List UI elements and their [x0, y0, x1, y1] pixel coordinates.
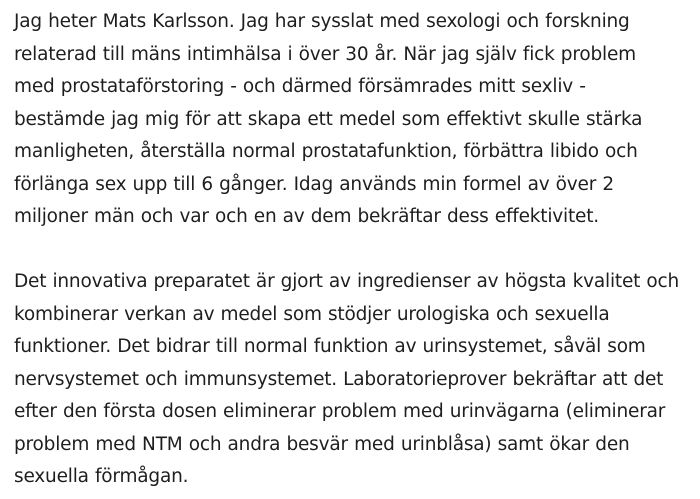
text-line: förlänga sex upp till 6 gånger. Idag används min formel av över 2 — [14, 173, 614, 195]
text-line: nervsystemet och immunsystemet. Laboratorieprover bekräftar att det — [14, 368, 664, 390]
text-line: efter den första dosen eliminerar problem med urinvägarna (eliminerar — [14, 401, 666, 422]
paragraph-intro — [14, 6, 686, 234]
text-line: manligheten, återställa normal prostatafunktion, förbättra libido och — [14, 141, 638, 162]
text-line: relaterad till mäns intimhälsa i över 30 år. När jag själv fick problem — [14, 43, 636, 65]
text-line: sexuella förmågan. — [14, 466, 189, 487]
text-line: bestämde jag mig för att skapa ett medel som effektivt skulle stärka — [14, 108, 643, 130]
text-line: miljoner män och var och en av dem bekräftar dess effektivitet. — [14, 206, 599, 227]
text-line: Jag heter Mats Karlsson. Jag har sysslat med sexologi och forskning — [14, 11, 630, 32]
text-line: Det innovativa preparatet är gjort av ingredienser av högsta kvalitet och — [14, 271, 679, 292]
text-line: funktioner. Det bidrar till normal funktion av urinsystemet, såväl som — [14, 336, 646, 357]
paragraph-product — [14, 266, 686, 494]
text-line: problem med NTM och andra besvär med urinblåsa) samt ökar den — [14, 433, 630, 455]
text-line: kombinerar verkan av medel som stödjer urologiska och sexuella — [14, 303, 610, 325]
text-line: med prostataförstoring - och därmed försämrades mitt sexliv - — [14, 76, 586, 97]
